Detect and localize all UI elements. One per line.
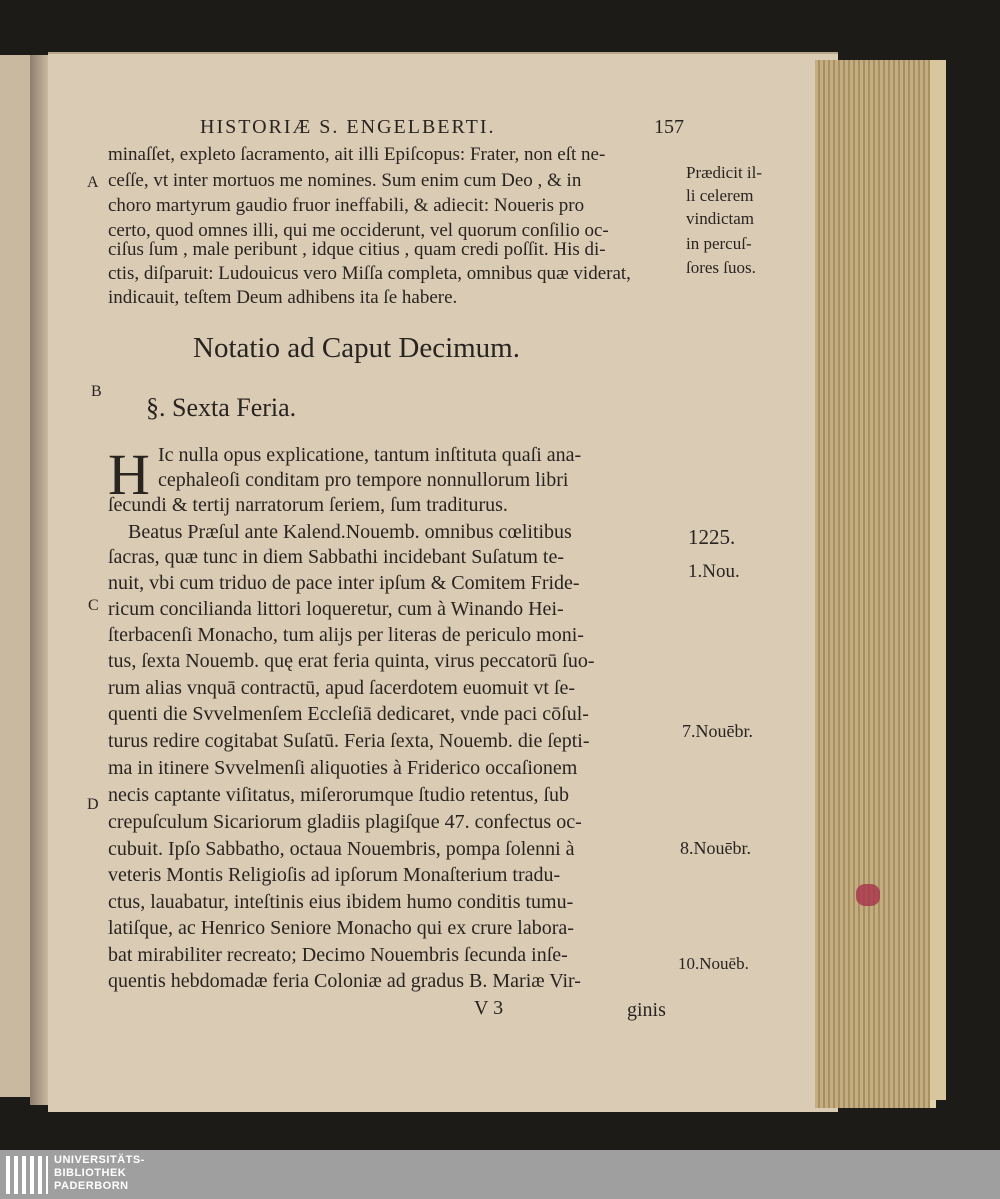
text-line: choro martyrum gaudio fruor ineffabili, & adiecit: Noueris pro: [108, 195, 585, 216]
text-line: nuit, vbi cum triduo de pace inter ipſum & Comitem Fride-: [108, 572, 580, 594]
library-name-line: BIBLIOTHEK: [54, 1167, 127, 1179]
margin-letter-c: C: [88, 597, 99, 614]
side-date: 10.Nouēb.: [678, 954, 749, 973]
text-line: quenti die Svvelmenſem Eccleſiā dedicaret, vnde paci cōſul-: [108, 703, 589, 725]
text-line: latiſque, ac Henrico Seniore Monacho qui ex crure labora-: [108, 917, 574, 939]
side-note-line: vindictam: [686, 209, 754, 228]
text-line: Ic nulla opus explicatione, tantum inſtituta quaſi ana-: [158, 444, 582, 466]
catchword: ginis: [627, 999, 666, 1021]
side-note-line: Prædicit il-: [686, 163, 763, 182]
text-line: veteris Montis Religioſis ad ipſorum Monaſterium tradu-: [108, 864, 561, 886]
side-note-line: in percuſ-: [686, 234, 752, 253]
library-name: [54, 1154, 145, 1193]
text-line: ma in itinere Svvelmenſi aliquoties à Friderico occaſionem: [108, 757, 578, 779]
text-line: ctus, lauabatur, inteſtinis eius ibidem humo conditis tumu-: [108, 891, 574, 913]
text-line: indicauit, teſtem Deum adhibens ita ſe habere.: [108, 287, 458, 308]
library-name-line: PADERBORN: [54, 1180, 129, 1192]
drop-initial: H: [108, 442, 150, 507]
side-date: 8.Nouēbr.: [680, 838, 751, 858]
library-name-line: UNIVERSITÄTS-: [54, 1154, 145, 1166]
side-date: 7.Nouēbr.: [682, 721, 753, 741]
text-line: minaſſet, expleto ſacramento, ait illi Epiſcopus: Frater, non eſt ne-: [108, 144, 606, 165]
text-line: crepuſculum Sicariorum gladiis plagiſque 47. confectus oc-: [108, 811, 582, 833]
text-line: ctis, diſparuit: Ludouicus vero Miſſa completa, omnibus quæ viderat,: [108, 263, 631, 284]
text-line: bat mirabiliter recreato; Decimo Nouembris ſecunda inſe-: [108, 944, 568, 966]
section-subheading: §. Sexta Feria.: [146, 393, 297, 422]
page-fore-edge: [815, 60, 936, 1108]
cover-edge: [930, 60, 946, 1100]
text-line: certo, quod omnes illi, qui me occiderunt, vel quorum conſilio oc-: [108, 220, 609, 241]
margin-letter-a: A: [87, 174, 99, 191]
text-line: tus, ſexta Nouemb. quę erat feria quinta, virus peccatorū ſuo-: [108, 650, 595, 672]
text-line: necis captante viſitatus, miſerorumque ſtudio retentus, ſub: [108, 784, 569, 806]
side-note-line: ſores ſuos.: [686, 258, 756, 277]
signature-mark: V 3: [474, 997, 504, 1019]
running-head: HISTORIÆ S. ENGELBERTI.: [200, 116, 496, 138]
section-heading: Notatio ad Caput Decimum.: [193, 332, 520, 364]
text-line: ſacras, quæ tunc in diem Sabbathi incidebant Suſatum te-: [108, 546, 565, 568]
library-logo-icon: [6, 1156, 48, 1194]
text-line: Beatus Præſul ante Kalend.Nouemb. omnibus cœlitibus: [128, 521, 572, 543]
margin-letter-b: B: [91, 383, 102, 400]
text-line: rum alias vnquā contractū, apud ſacerdotem euomuit vt ſe-: [108, 677, 576, 699]
folio-number: 157: [654, 116, 684, 138]
margin-letter-d: D: [87, 796, 99, 813]
text-line: cephaleoſi conditam pro tempore nonnullorum libri: [158, 469, 569, 491]
side-note-line: li celerem: [686, 186, 754, 205]
red-stain: [856, 884, 880, 906]
text-line: ciſus ſum , male peribunt , idque citius , quam credi poſſit. His di-: [108, 239, 606, 260]
library-footer: [0, 1150, 1000, 1199]
text-line: ſterbacenſi Monacho, tum alijs per literas de periculo moni-: [108, 624, 584, 646]
text-line: ceſſe, vt inter mortuos me nomines. Sum enim cum Deo , & in: [108, 170, 582, 191]
text-line: quentis hebdomadæ feria Coloniæ ad gradus B. Mariæ Vir-: [108, 970, 581, 992]
text-line: turus redire cogitabat Suſatū. Feria ſexta, Nouemb. die ſepti-: [108, 730, 590, 752]
side-date: 1225.: [688, 525, 736, 549]
text-line: ricum concilianda littori loqueretur, cum à Winando Hei-: [108, 598, 564, 620]
side-date: 1.Nou.: [688, 561, 740, 582]
text-line: cubuit. Ipſo Sabbatho, octaua Nouembris, pompa ſolenni à: [108, 838, 575, 860]
text-line: ſecundi & tertij narratorum ſeriem, ſum traditurus.: [108, 494, 508, 516]
